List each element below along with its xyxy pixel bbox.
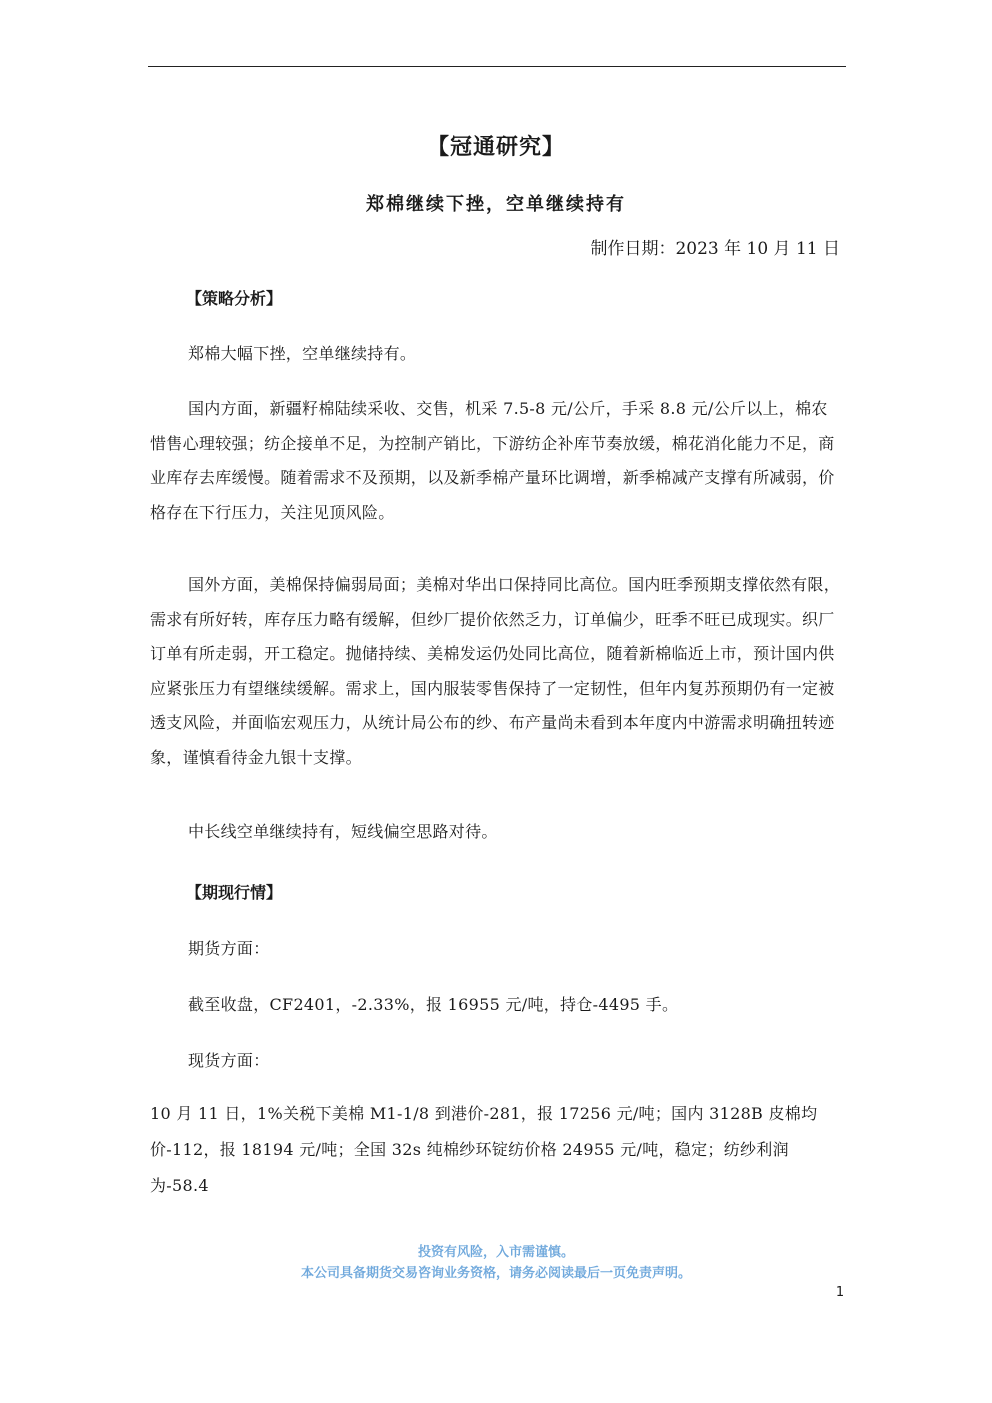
strategy-conclusion: 中长线空单继续持有，短线偏空思路对待。 — [188, 822, 498, 841]
disclaimer-notice: 本公司具备期货交易咨询业务资格，请务必阅读最后一页免责声明。 — [300, 1266, 691, 1281]
strategy-heading: 【策略分析】 — [186, 289, 283, 308]
report-date: 制作日期：2023 年 10 月 11 日 — [590, 239, 840, 259]
brand-title: 【冠通研究】 — [426, 134, 565, 160]
header-rule — [148, 66, 846, 67]
market-heading: 【期现行情】 — [186, 883, 283, 902]
domestic-analysis: 国内方面，新疆籽棉陆续采收、交售，机采 7.5-8 元/公斤，手采 8.8 元/公斤以上，棉农惜售心理较强；纺企接单不足，为控制产销比，下游纺企补库节奏放缓，棉花消化能力不足，商业库存去库缓慢。随着需求不及预期，以及新季棉产量环比调增，新季棉减产支撑有所减弱，价格存在下行压力，关注见顶风险。 — [150, 399, 835, 522]
spot-text: 10 月 11 日，1%关税下美棉 M1-1/8 到港价-281，报 17256 元/吨；国内 3128B 皮棉均价-112，报 18194 元/吨；全国 32s 纯棉纱环锭纺价格 24955 元/吨，稳定；纺纱利润为-58.4 — [150, 1104, 818, 1195]
foreign-analysis: 国外方面，美棉保持偏弱局面；美棉对华出口保持同比高位。国内旺季预期支撑依然有限，需求有所好转，库存压力略有缓解，但纱厂提价依然乏力，订单偏少，旺季不旺已成现实。织厂订单有所走弱，开工稳定。抛储持续、美棉发运仍处同比高位，随着新棉临近上市，预计国内供应紧张压力有望继续缓解。需求上，国内服装零售保持了一定韧性，但年内复苏预期仍有一定被透支风险，并面临宏观压力，从统计局公布的纱、布产量尚未看到本年度内中游需求明确扭转迹象，谨慎看待金九银十支撑。 — [150, 575, 841, 767]
futures-text: 截至收盘，CF2401，-2.33%，报 16955 元/吨，持仓-4495 手。 — [188, 995, 679, 1014]
risk-warning: 投资有风险，入市需谨慎。 — [417, 1245, 574, 1260]
page-number: 1 — [835, 1285, 845, 1300]
strategy-summary: 郑棉大幅下挫，空单继续持有。 — [188, 344, 417, 363]
spot-label: 现货方面： — [188, 1051, 270, 1070]
futures-label: 期货方面： — [188, 939, 270, 958]
report-title: 郑棉继续下挫，空单继续持有 — [366, 194, 626, 215]
